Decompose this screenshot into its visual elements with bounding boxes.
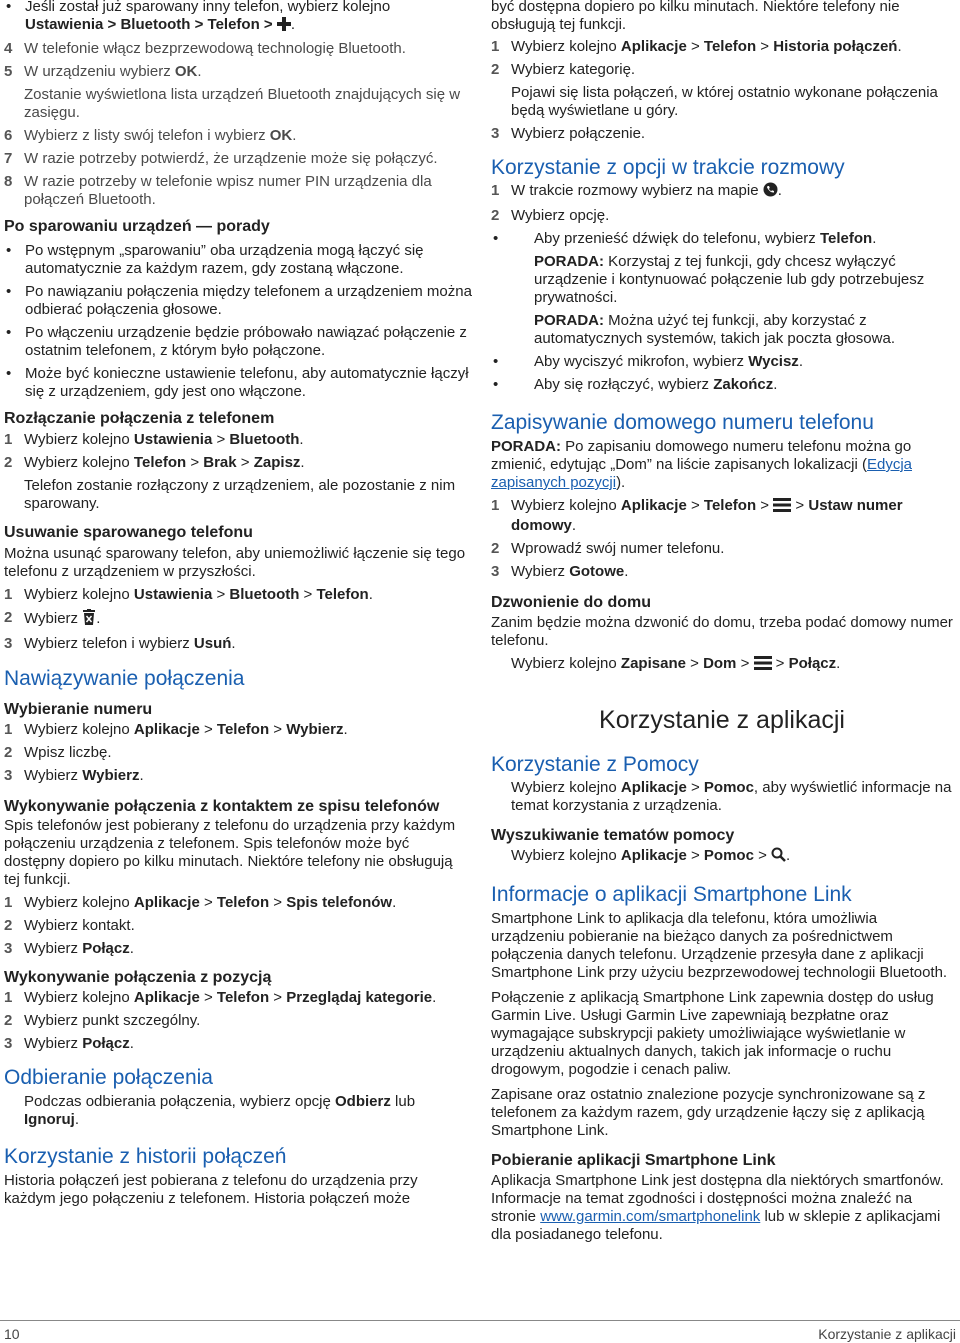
section-heading: Wyszukiwanie tematów pomocy — [491, 827, 735, 844]
step-3: 3 Wybierz Gotowe. — [491, 563, 629, 580]
section-heading: Korzystanie z opcji w trakcie rozmowy — [491, 156, 845, 179]
section-heading: Wykonywanie połączenia z kontaktem ze spisu telefonów — [4, 798, 440, 815]
step-3: 3 Wybierz Połącz. — [4, 1035, 134, 1052]
step-info: Telefon zostanie rozłączony z urządzeniem, ale pozostanie z nim sparowany. — [24, 477, 456, 512]
section-heading: Nawiązywanie połączenia — [4, 667, 245, 690]
step-3: 3 Wybierz połączenie. — [491, 125, 646, 142]
step-2: 2 Wybierz kolejno Telefon > Brak > Zapisz. — [4, 454, 305, 471]
section-heading: Po sparowaniu urządzeń — porady — [4, 218, 270, 235]
section-heading: Zapisywanie domowego numeru telefonu — [491, 411, 874, 434]
step-1: 1 Wybierz kolejno Aplikacje > Telefon > Historia połączeń. — [491, 38, 902, 55]
menu-icon — [773, 498, 791, 517]
step-2: 2 Wybierz kategorię. — [491, 61, 636, 78]
section-heading: Pobieranie aplikacji Smartphone Link — [491, 1152, 776, 1169]
paragraph: Można usunąć sparowany telefon, aby uniemożliwić łączenie się tego telefonu z urządzeniem w przyszłości. — [4, 545, 466, 580]
paragraph: Wybierz kolejno Zapisane > Dom > > Połącz. — [491, 655, 953, 675]
left-column — [4, 0, 472, 1208]
paragraph: Historia połączeń jest pobierana z telefonu do urządzenia przy każdym jego połączeniu z telefonem. Historia połączeń może — [4, 1172, 418, 1207]
tip: PORADA: Po zapisaniu domowego numeru telefonu można go zmienić, edytując „Dom” na liście zapisanych lokalizacji (Edycja zapisanych pozycji). — [491, 438, 912, 491]
list-item: • Po wstępnym „sparowaniu” oba urządzenia mogą łączyć się automatycznie za każdym razem, gdy zostaną włączone. — [4, 242, 472, 278]
step-7: 7 W razie potrzeby potwierdź, że urządzenie może się połączyć. — [4, 150, 438, 167]
step-6: 6 Wybierz z listy swój telefon i wybierz OK. — [4, 127, 297, 144]
section-heading: Rozłączanie połączenia z telefonem — [4, 410, 275, 427]
paragraph: Zanim będzie można dzwonić do domu, trzeba podać domowy numer telefonu. — [491, 614, 953, 649]
section-heading: Odbieranie połączenia — [4, 1066, 213, 1089]
paragraph: Aplikacja Smartphone Link jest dostępna dla niektórych smartfonów. Informacje na temat zgodności i dostępności można znaleźć na stronie www.garmin.com/smartphonelink lub w sklepie z aplikacjami dla posiadanego telefonu. — [491, 1172, 944, 1243]
footer-divider — [0, 1320, 960, 1321]
page-number: 10 — [4, 1326, 20, 1342]
right-column — [491, 0, 953, 1244]
step-2: 2 Wybierz . — [4, 609, 472, 630]
paragraph: Wybierz kolejno Aplikacje > Pomoc, aby wyświetlić informacje na temat korzystania z urządzenia. — [511, 779, 952, 814]
list-item: • Aby przenieść dźwięk do telefonu, wybierz Telefon. — [491, 230, 953, 248]
paragraph: Wybierz kolejno Aplikacje > Pomoc > . — [491, 847, 953, 867]
step-2: 2 Wybierz opcję. — [491, 207, 610, 224]
list-item: • Może być konieczne ustawienie telefonu, aby automatycznie łączył się z urządzeniem, gdy jest ono włączone. — [4, 365, 472, 401]
footer-section: Korzystanie z aplikacji — [818, 1326, 956, 1342]
section-heading: Korzystanie z Pomocy — [491, 753, 699, 776]
step-3: 3 Wybierz Połącz. — [4, 940, 134, 957]
paragraph: Smartphone Link to aplikacja dla telefonu, która umożliwia urządzeniu pobieranie na bieżąco danych za pośrednictwem połączenia danych telefonu. Urządzenie przesyła dane z aplikacji Smartphone Link przy użyciu bezprzewodowej technologii Bluetooth. — [491, 910, 948, 981]
phone-icon — [763, 182, 778, 202]
section-heading: Korzystanie z historii połączeń — [4, 1145, 287, 1168]
paragraph: Spis telefonów jest pobierany z telefonu do urządzenia przy każdym połączeniu urządzenia z telefonem. Spis telefonów może być dostępny dopiero po kilku minutach. Niektóre telefony nie obsługują tej funkcji. — [4, 817, 456, 888]
trash-icon — [82, 609, 96, 630]
step-5-info: Zostanie wyświetlona lista urządzeń Bluetooth znajdujących się w zasięgu. — [24, 86, 461, 121]
section-heading: Dzwonienie do domu — [491, 594, 651, 611]
tip: PORADA: Można użyć tej funkcji, aby korzystać z automatycznych systemów, takich jak poczta głosowa. — [534, 312, 895, 347]
section-heading: Informacje o aplikacji Smartphone Link — [491, 883, 852, 906]
section-heading: Wybieranie numeru — [4, 701, 153, 718]
step-8: 8 W razie potrzeby w telefonie wpisz numer PIN urządzenia dla połączeń Bluetooth. — [4, 173, 432, 208]
link-smartphonelink[interactable]: www.garmin.com/smartphonelink — [540, 1208, 761, 1225]
paragraph: Połączenie z aplikacją Smartphone Link zapewnia dostęp do usług Garmin Live. Usługi Garmin Live zapewniają bezpłatne oraz wymagające subskrypcji pakiety umożliwiające wyświetlanie w urządzeniu aktualnych danych, takich jak informacje o ruchu drogowym, pogodzie i cenach paliw. — [491, 989, 934, 1078]
step-1: 1 Wybierz kolejno Aplikacje > Telefon > > Ustaw numer domowy. — [491, 497, 903, 534]
link-edit-saved[interactable]: Edycja zapisanych pozycji — [491, 456, 912, 491]
step-1: 1 Wybierz kolejno Aplikacje > Telefon > Wybierz. — [4, 721, 348, 738]
section-heading: Wykonywanie połączenia z pozycją — [4, 969, 272, 986]
list-item: • Po włączeniu urządzenie będzie próbowało nawiązać połączenie z ostatnim telefonem, z którym było połączone. — [4, 324, 472, 360]
menu-icon — [754, 656, 772, 675]
step-1: 1 Wybierz kolejno Ustawienia > Bluetooth. — [4, 431, 304, 448]
list-item: • Aby się rozłączyć, wybierz Zakończ. — [491, 376, 953, 394]
step-2: 2 Wpisz liczbę. — [4, 744, 112, 761]
step-2: 2 Wybierz punkt szczególny. — [4, 1012, 201, 1029]
step-1: 1 Wybierz kolejno Ustawienia > Bluetooth > Telefon. — [4, 586, 373, 603]
step-1: 1 W trakcie rozmowy wybierz na mapie . — [491, 182, 953, 202]
step-3: 3 Wybierz telefon i wybierz Usuń. — [4, 635, 236, 652]
paragraph: być dostępna dopiero po kilku minutach. Niektóre telefony nie obsługują tej funkcji. — [491, 0, 900, 33]
chapter-title: Korzystanie z aplikacji — [599, 706, 845, 734]
search-icon — [771, 847, 786, 867]
step-3: 3 Wybierz Wybierz. — [4, 767, 144, 784]
step-5: 5 W urządzeniu wybierz OK. — [4, 63, 202, 80]
plus-icon — [277, 17, 291, 36]
paragraph: Podczas odbierania połączenia, wybierz opcję Odbierz lub Ignoruj. — [24, 1093, 416, 1128]
tip: PORADA: Korzystaj z tej funkcji, gdy chcesz wyłączyć urządzenie i kontynuować połączenie lub gdy potrzebujesz prywatności. — [534, 253, 925, 306]
step-1: 1 Wybierz kolejno Aplikacje > Telefon > Spis telefonów. — [4, 894, 397, 911]
paragraph: Zapisane oraz ostatnio znalezione pozycje synchronizowane są z telefonem za każdym razem, gdy urządzenie łączy się z aplikacją Smartphone Link. — [491, 1086, 926, 1139]
list-item: • Jeśli został już sparowany inny telefon, wybierz kolejno Ustawienia > Bluetooth > Telefon > . — [4, 0, 472, 36]
step-4: 4 W telefonie włącz bezprzewodową technologię Bluetooth. — [4, 40, 406, 57]
list-item: • Aby wyciszyć mikrofon, wybierz Wycisz. — [491, 353, 953, 371]
step-1: 1 Wybierz kolejno Aplikacje > Telefon > Przeglądaj kategorie. — [4, 989, 437, 1006]
section-heading: Usuwanie sparowanego telefonu — [4, 524, 253, 541]
step-2: 2 Wprowadź swój numer telefonu. — [491, 540, 725, 557]
step-info: Pojawi się lista połączeń, w której ostatnio wykonane połączenia będą wyświetlane u góry. — [511, 84, 938, 119]
list-item: • Po nawiązaniu połączenia między telefonem a urządzeniem można odbierać połączenia głosowe. — [4, 283, 472, 319]
step-2: 2 Wybierz kontakt. — [4, 917, 135, 934]
